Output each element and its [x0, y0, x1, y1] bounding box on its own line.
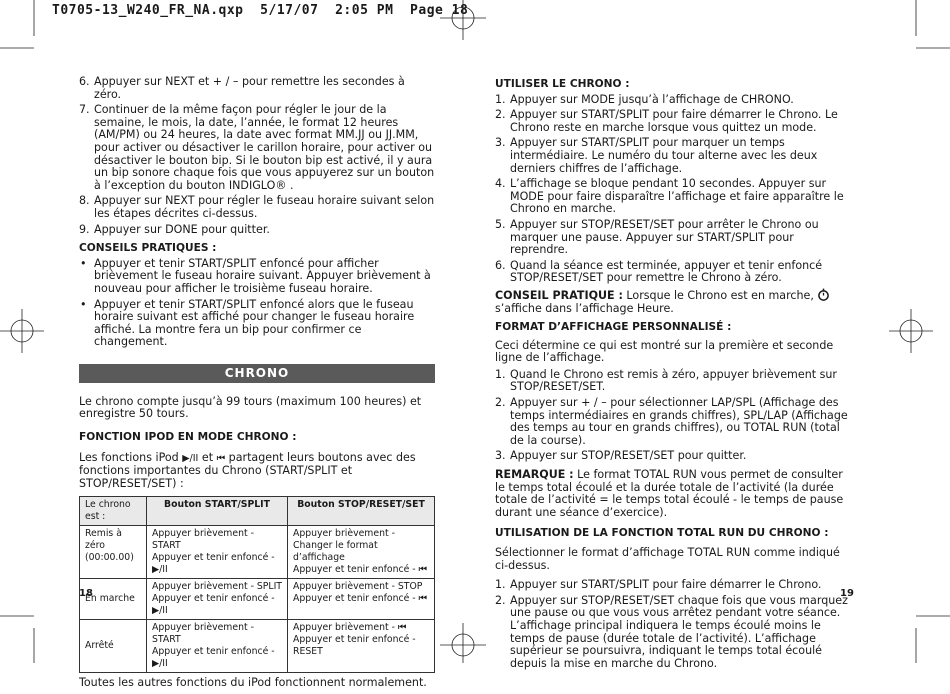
- table-header: Bouton STOP/RESET/SET: [288, 497, 435, 526]
- step-2: [495, 109, 853, 134]
- cell-line: Appuyer brièvement - STOP: [293, 581, 423, 593]
- step-3: [495, 137, 853, 175]
- use-chrono-heading: UTILISER LE CHRONO :: [495, 78, 630, 90]
- total-run-heading: UTILISATION DE LA FONCTION TOTAL RUN DU CHRONO :: [495, 527, 829, 540]
- step-2: [495, 595, 853, 671]
- step-8: [79, 195, 435, 220]
- ipod-footer-text: Toutes les autres fonctions du iPod fonctionnent normalement.: [79, 676, 427, 690]
- section-band-chrono: CHRONO: [79, 364, 435, 383]
- step-6: [495, 260, 853, 285]
- cell-line: Appuyer et tenir enfoncé - ▶/II: [152, 593, 275, 617]
- conseils-list: [79, 258, 435, 349]
- table-cell-state: Arrêté: [80, 620, 147, 673]
- step-text: Continuer de la même façon pour régler le jour de la semaine, le mois, la date, l’année, le format 12 heures (AM/PM) ou 24 heures, la date avec format MM.JJ ou JJ.MM, pour activer ou désactiver le carillon horaire, pour activer ou désactiver le bouton bip. Si le bouton bip est activé, il y aura un bip sonore chaque fois que vous appuyerez sur un bouton à l’exception du bouton INDIGLO® .: [94, 103, 435, 192]
- step-text: Appuyer sur START/SPLIT pour marquer un temps intermédiaire. Le numéro du tour alterne avec les deux derniers chiffres de l’affichage.: [510, 136, 818, 175]
- table-cell-start: [147, 620, 288, 673]
- cell-line: Changer le format d’affichage: [293, 540, 378, 564]
- table-cell-state: Remis à zéro (00:00.00): [80, 526, 147, 579]
- cell-line: Appuyer et tenir enfoncé - ⏮: [293, 593, 427, 605]
- table-cell-stop: [288, 526, 435, 579]
- table-cell-stop: [288, 579, 435, 620]
- step-1: [495, 579, 853, 592]
- conseils-heading: CONSEILS PRATIQUES :: [79, 242, 217, 255]
- conseil-pratique: [495, 288, 853, 315]
- remarque-label: REMARQUE :: [495, 468, 574, 482]
- step-text: Appuyer sur STOP/RESET/SET pour quitter.: [510, 449, 747, 463]
- setting-steps: [79, 76, 435, 236]
- cell-line: Appuyer brièvement - START: [152, 528, 254, 552]
- table-row: [80, 579, 435, 620]
- table-row: [80, 620, 435, 673]
- format-intro: Ceci détermine ce qui est montré sur la première et seconde ligne de l’affichage.: [495, 338, 834, 365]
- step-1: [495, 369, 853, 394]
- format-heading: FORMAT D’AFFICHAGE PERSONNALISÉ :: [495, 321, 732, 334]
- previous-track-icon: ⏮: [216, 452, 226, 464]
- print-slug: T0705-13_W240_FR_NA.qxp 5/17/07 2:05 PM Page 18: [52, 3, 469, 18]
- conseil-label: CONSEIL PRATIQUE :: [495, 288, 623, 302]
- step-3: [495, 450, 853, 463]
- step-7: [79, 104, 435, 192]
- ipod-paragraph: [79, 452, 435, 491]
- step-text: Quand la séance est terminée, appuyer et tenir enfoncé STOP/RESET/SET pour remettre le Chrono à zéro.: [510, 258, 823, 285]
- chrono-intro: Le chrono compte jusqu’à 99 tours (maximum 100 heures) et enregistre 50 tours.: [79, 394, 422, 421]
- total-run-steps: [495, 579, 853, 670]
- step-text: Appuyer sur STOP/RESET/SET chaque fois que vous marquez une pause ou que vous vous arrêtez pendant votre séance. L’affichage principal indiquera le temps écoulé moins le temps de pause (durée totale de l’activité). L’affichage supérieur se poursuivra, indiquant le temps total écoulé depuis la mise en marche du Chrono.: [510, 593, 848, 670]
- cell-line: Appuyer brièvement -: [293, 528, 395, 540]
- conseil-item: • Appuyer et tenir START/SPLIT enfoncé pour afficher brièvement le fuseau horaire suivant. Appuyer brièvement à nouveau pour afficher le troisième fuseau horaire.: [79, 258, 435, 296]
- conseil-text-a: Lorsque le Chrono est en marche,: [622, 288, 818, 302]
- play-pause-icon: ▶/II: [182, 452, 199, 464]
- cell-line: Appuyer et tenir enfoncé - ▶/II: [152, 646, 275, 670]
- cell-line: Appuyer brièvement - SPLIT: [152, 581, 282, 593]
- stopwatch-icon: [817, 288, 830, 301]
- table-row: [80, 526, 435, 579]
- ipod-heading: FONCTION IPOD EN MODE CHRONO :: [79, 431, 297, 444]
- step-4: [495, 178, 853, 216]
- chrono-button-table: [79, 496, 435, 673]
- step-2: [495, 397, 853, 447]
- step-text: Appuyer sur NEXT et + / – pour remettre les secondes à zéro.: [94, 75, 405, 101]
- left-page: [79, 76, 435, 694]
- right-page: [495, 76, 853, 673]
- step-text: Appuyer sur MODE jusqu’à l’affichage de CHRONO.: [510, 92, 794, 106]
- step-text: Appuyer sur DONE pour quitter.: [94, 222, 270, 236]
- remarque: [495, 469, 853, 519]
- table-header-row: [80, 497, 435, 526]
- step-1: [495, 94, 853, 107]
- format-steps: [495, 369, 853, 463]
- page-number-right: 19: [840, 588, 854, 599]
- table-cell-start: [147, 526, 288, 579]
- step-5: [495, 219, 853, 257]
- step-text: Appuyer sur + / – pour sélectionner LAP/SPL (Affichage des temps intermédiaires en grands chiffres), SPL/LAP (Affichage des temps au tour en grands chiffres), ou TOTAL RUN (total de la course).: [510, 396, 848, 447]
- step-text: Appuyer sur NEXT pour régler le fuseau horaire suivant selon les étapes décrites ci-dessus.: [94, 194, 435, 220]
- cell-line: Appuyer brièvement - ⏮: [293, 622, 407, 634]
- step-text: L’affichage se bloque pendant 10 secondes. Appuyer sur MODE pour faire disparaître l’affichage et faire apparaître le Chrono en marche.: [510, 177, 844, 216]
- ipod-text-b: partagent leurs boutons avec des fonctions importantes du Chrono (START/SPLIT et STOP/RESET/SET) :: [79, 450, 416, 490]
- conseil-item: • Appuyer et tenir START/SPLIT enfoncé alors que le fuseau horaire suivant est affiché pour changer le fuseau horaire affiché. La montre fera un bip pour confirmer ce changement.: [79, 299, 435, 349]
- cell-line: Appuyer et tenir enfoncé - ▶/II: [152, 552, 275, 576]
- cell-line: Appuyer et tenir enfoncé - ⏮: [293, 564, 427, 576]
- table-header: Le chrono est :: [80, 497, 147, 526]
- total-run-intro: Sélectionner le format d’affichage TOTAL RUN comme indiqué ci-dessus.: [495, 546, 840, 572]
- step-text: Appuyer sur STOP/RESET/SET pour arrêter le Chrono ou marquer une pause. Appuyer sur START/SPLIT pour reprendre.: [510, 217, 819, 257]
- step-text: Appuyer sur START/SPLIT pour faire démarrer le Chrono. Le Chrono reste en marche lorsque vous quittez un mode.: [510, 108, 838, 134]
- remarque-text: Le format TOTAL RUN vous permet de consulter le temps total écoulé et la durée totale de l’activité (la durée totale de l’activité = le temps total écoulé - le temps de pause durant une séance d’exercice).: [495, 468, 844, 519]
- table-cell-state: En marche: [80, 579, 147, 620]
- page-number-left: 18: [79, 588, 93, 599]
- step-9: [79, 224, 435, 237]
- conseil-text-b: s’affiche dans l’affichage Heure.: [495, 301, 674, 315]
- step-text: Quand le Chrono est remis à zéro, appuyer brièvement sur STOP/RESET/SET.: [510, 367, 837, 394]
- step-text: Appuyer sur START/SPLIT pour faire démarrer le Chrono.: [510, 578, 822, 592]
- cell-line: Appuyer brièvement - START: [152, 622, 254, 646]
- table-cell-stop: [288, 620, 435, 673]
- ipod-text-a: Les fonctions iPod: [79, 450, 183, 464]
- table-cell-start: [147, 579, 288, 620]
- step-6: [79, 76, 435, 101]
- use-chrono-steps: [495, 94, 853, 285]
- table-header: Bouton START/SPLIT: [147, 497, 288, 526]
- ipod-text-and: et: [198, 450, 217, 464]
- cell-line: Appuyer et tenir enfoncé - RESET: [293, 634, 416, 658]
